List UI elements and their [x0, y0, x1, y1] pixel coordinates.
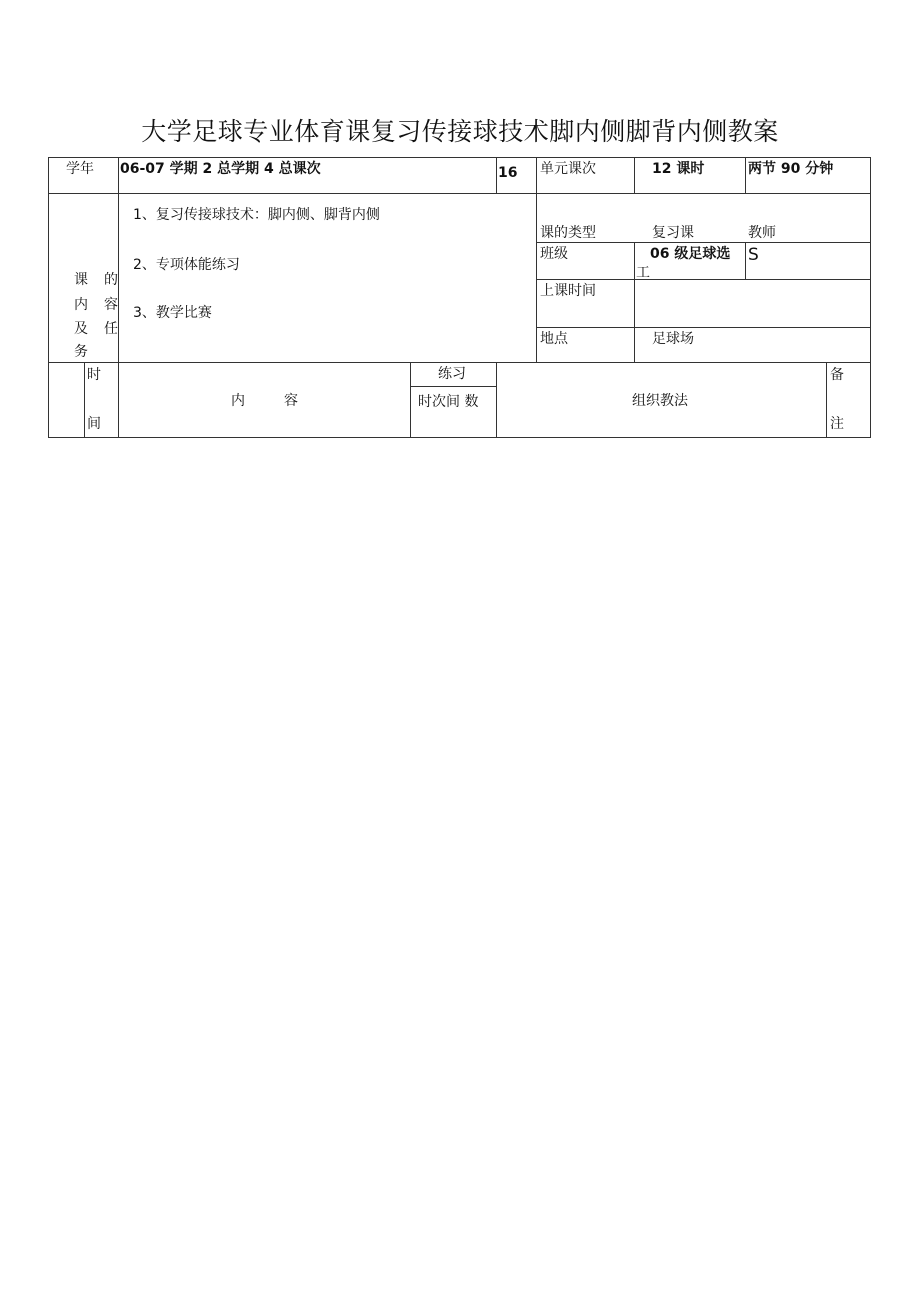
label-char: 及 [74, 321, 88, 337]
total-lessons-value: 16 [498, 165, 518, 181]
class-value-overflow: 工 [636, 265, 650, 281]
practice-column-header: 练习 [438, 366, 466, 382]
label-char: 任 [104, 321, 118, 337]
place-value: 足球场 [652, 331, 694, 347]
content-item: 1、复习传接球技术：脚内侧、脚背内侧 [133, 207, 380, 223]
teacher-label: 教师 [748, 225, 776, 241]
time-column-header: 间 [87, 416, 101, 432]
label-char: 的 [104, 272, 118, 288]
content-item: 3、教学比赛 [133, 305, 212, 321]
time-column-header: 时 [87, 367, 101, 383]
duration-value: 两节 90 分钟 [748, 161, 834, 177]
class-label: 班级 [540, 246, 568, 262]
practice-subheader: 时次间 数 [418, 394, 479, 410]
teacher-value: S [748, 245, 759, 265]
lesson-type-value: 复习课 [652, 225, 694, 241]
content-column-header: 内 [231, 393, 245, 409]
year-label: 学年 [66, 161, 94, 177]
class-value: 06 级足球选 [650, 246, 731, 262]
label-char: 内 [74, 297, 88, 313]
label-char: 课 [74, 272, 88, 288]
content-item: 2、专项体能练习 [133, 257, 240, 273]
unit-value: 12 课时 [652, 161, 705, 177]
page-title: 大学足球专业体育课复习传接球技术脚内侧脚背内侧教案 [141, 117, 779, 146]
content-column-header: 容 [284, 393, 298, 409]
place-label: 地点 [540, 331, 568, 347]
unit-label: 单元课次 [540, 161, 596, 177]
lesson-type-label: 课的类型 [540, 225, 596, 241]
remark-column-header: 备 [830, 367, 844, 383]
label-char: 容 [104, 297, 118, 313]
label-char: 务 [74, 344, 88, 360]
class-time-label: 上课时间 [540, 283, 596, 299]
remark-column-header: 注 [830, 416, 844, 432]
semester-value: 06-07 学期 2 总学期 4 总课次 [120, 161, 321, 177]
method-column-header: 组织教法 [632, 393, 688, 409]
